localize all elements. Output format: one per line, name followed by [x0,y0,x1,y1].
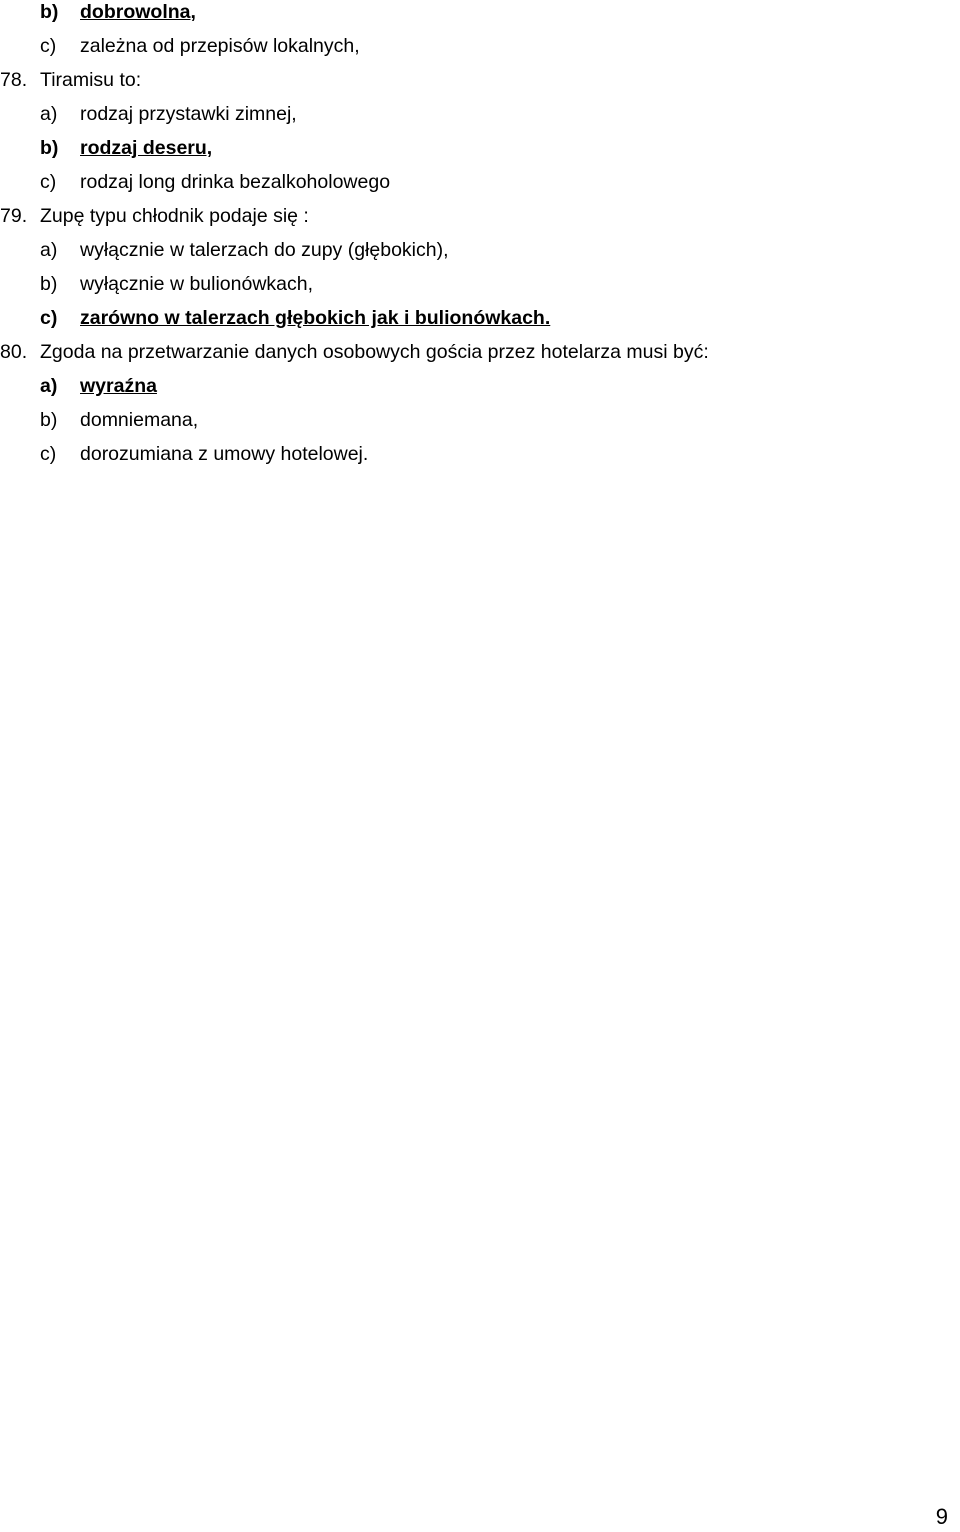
answer-text: domniemana, [80,409,199,431]
answer-label: c) [40,307,58,329]
answer-text: rodzaj przystawki zimnej, [80,103,297,125]
answer-text: dorozumiana z umowy hotelowej. [80,443,369,465]
answer-text: rodzaj long drinka bezalkoholowego [80,171,391,193]
answer-text-correct: rodzaj deseru, [80,137,213,159]
question-number: 79. [0,205,28,227]
answer-label: c) [40,171,57,193]
answer-label: b) [40,137,59,159]
question-text: Zgoda na przetwarzanie danych osobowych gościa przez hotelarza musi być: [40,341,709,363]
answer-label: b) [40,409,58,431]
question-text: Tiramisu to: [40,69,142,91]
answer-label: b) [40,273,58,295]
answer-label: b) [40,1,59,23]
answer-text: zależna od przepisów lokalnych, [80,35,360,57]
answer-label: a) [40,239,58,261]
question-number: 78. [0,69,28,91]
page-number: 9 [935,1504,948,1529]
answer-text: wyłącznie w talerzach do zupy (głębokich), [80,239,449,261]
answer-text: wyłącznie w bulionówkach, [80,273,314,295]
question-number: 80. [0,341,28,363]
answer-label: a) [40,103,58,125]
answer-text-correct: wyraźna [80,375,157,397]
question-text: Zupę typu chłodnik podaje się : [40,205,309,227]
answer-label: a) [40,375,58,397]
answer-text-correct: dobrowolna, [80,1,196,23]
answer-label: c) [40,443,57,465]
answer-label: c) [40,35,57,57]
answer-text-correct: zarówno w talerzach głębokich jak i bulionówkach. [80,307,551,329]
